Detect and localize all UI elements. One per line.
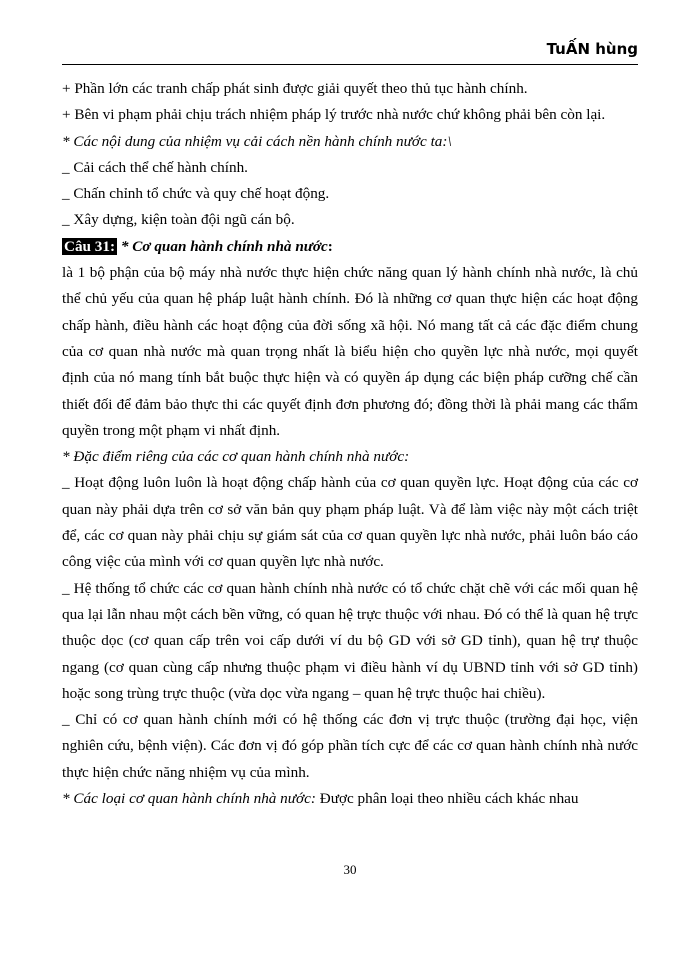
author-header: TuẤN hùng [546,40,638,58]
page-number: 30 [343,862,357,877]
list-item: _ Chấn chỉnh tổ chức và quy chế hoạt động. [62,185,330,203]
paragraph: _ Chỉ có cơ quan hành chính mới có hệ thống các đơn vị trực thuộc (trường đại học, viện nghiên cứu, bệnh viện). Các đơn vị đó góp phần tích cực để các cơ quan hành chính nhà nước thực hiện chức năng nhiệm vụ của mình. [62,711,638,781]
list-item: _ Xây dựng, kiện toàn đội ngũ cán bộ. [62,211,295,229]
subheading: * Các nội dung của nhiệm vụ cải cách nền hành chính nước ta:\ [62,132,452,150]
paragraph: _ Hoạt động luôn luôn là hoạt động chấp hành của cơ quan quyền lực. Hoạt động của các cơ quan này phải dựa trên cơ sở văn bản quy phạm pháp luật. Và để làm việc này một cách triệt để, các cơ quan này phải chịu sự giám sát của cơ quan quyền lực nhà nước, phải luôn báo cáo công việc của mình với cơ quan quyền lực nhà nước. [62,474,638,571]
question-colon: : [327,237,333,255]
section-heading [62,234,638,260]
paragraph: + Bên vi phạm phải chịu trách nhiệm pháp lý trước nhà nước chứ không phải bên còn lại. [62,106,606,124]
header-divider [62,64,638,65]
paragraph-text: Được phân loại theo nhiều cách khác nhau [315,790,579,808]
subheading: * Đặc điểm riêng của các cơ quan hành chính nhà nước: [62,448,410,466]
subheading-inline: * Các loại cơ quan hành chính nhà nước: [62,790,316,808]
question-title: * Cơ quan hành chính nhà nước [120,237,328,255]
paragraph: _ Hệ thống tổ chức các cơ quan hành chính nhà nước có tổ chức chặt chẽ với các mối quan hệ qua lại lẫn nhau một cách bền vững, có quan hệ trực thuộc với nhau. Đó có thể là quan hệ trực thuộc dọc (cơ quan cấp trên voi cấp dưới ví du bộ GD với sở GD tỉnh), quan hệ trự thuộc ngang (cơ quan cùng cấp nhưng thuộc phạm vi điều hành ví dụ UBND tỉnh với sở GD tỉnh) hoặc song trùng trực thuộc (vừa dọc vừa ngang – quan hệ trực thuộc hai chiều). [62,579,638,702]
document-body [62,76,638,812]
paragraph: + Phần lớn các tranh chấp phát sinh được giải quyết theo thủ tục hành chính. [62,80,528,97]
question-label: Câu 31: [64,237,116,255]
list-item: _ Cải cách thể chế hành chính. [62,158,248,176]
paragraph [62,786,638,812]
paragraph: là 1 bộ phận của bộ máy nhà nước thực hiện chức năng quan lý hành chính nhà nước, là chủ thể chủ yếu của quan hệ pháp luật hành chính. Đó là những cơ quan thực hiện các hoạt động chấp hành, điều hành các hoạt động của đời sống xã hội. Nó mang tất cả các đặc điểm chung của cơ quan nhà nước mà quan trọng nhất là biểu hiện cho quyền lực nhà nước, mọi quyết định của nó mang tính bắt buộc thực hiện và có quyền áp dụng các biện pháp cưỡng chế cần thiết đối để đảm bảo thực thi các quyết định đơn phương đó; đồng thời là phải mang các thẩm quyền trong một phạm vi nhất định. [62,264,638,439]
